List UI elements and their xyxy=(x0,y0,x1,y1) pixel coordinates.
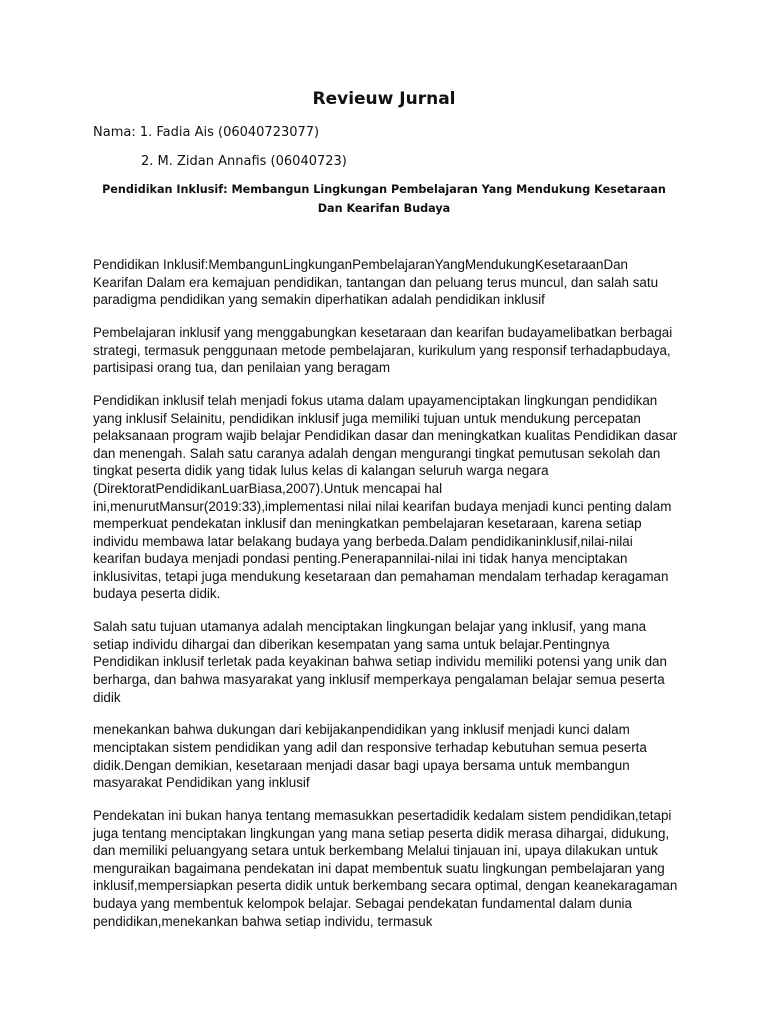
author-name-2: 2. M. Zidan Annafis (06040723) xyxy=(141,154,347,169)
paragraph-4: Salah satu tujuan utamanya adalah menciptakan lingkungan belajar yang inklusif, yang mana setiap individu dihargai dan diberikan kesempatan yang sama untuk belajar.Pentingnya Pendidikan inklusif terletak pada keyakinan bahwa setiap individu memiliki potensi yang unik dan berharga, dan bahwa masyarakat yang inklusif memperkaya pengalaman belajar semua peserta didik xyxy=(93,619,667,705)
paragraph-2: Pembelajaran inklusif yang menggabungkan kesetaraan dan kearifan budayamelibatkan berbagai strategi, termasuk penggunaan metode pembelajaran, kurikulum yang responsif terhadapbudaya, partisipasi orang tua, dan penilaian yang beragam xyxy=(93,324,673,376)
paragraph-5: menekankan bahwa dukungan dari kebijakanpendidikan yang inklusif menjadi kunci dalam menciptakan sistem pendidikan yang adil dan responsive terhadap kebutuhan semua peserta didik.Dengan demikian, kesetaraan menjadi dasar bagi upaya bersama untuk membangun masyarakat Pendidikan yang inklusif xyxy=(93,722,647,791)
document-title: Revieuw Jurnal xyxy=(312,89,456,109)
paragraph-3: Pendidikan inklusif telah menjadi fokus utama dalam upayamenciptakan lingkungan pendidikan yang inklusif Selainitu, pendidikan inklusif juga memiliki tujuan untuk mendukung percepatan pelaksanaan program wajib belajar Pendidikan dasar dan meningkatkan kualitas Pendidikan dasar dan menengah. Salah satu caranya adalah dengan mengurangi tingkat pemutusan sekolah dan tingkat peserta didik yang tidak lulus kelas di kalangan seluruh warga negara (DirektoratPendidikanLuarBiasa,2007).Untuk mencapai hal ini,menurutMansur(2019:33),implementasi nilai nilai kearifan budaya menjadi kunci penting dalam memperkuat pendekatan inklusif dan meningkatkan pembelajaran kesetaraan, karena setiap individu membawa latar belakang budaya yang berbeda.Dalam pendidikaninklusif,nilai-nilai kearifan budaya menjadi pondasi penting.Penerapannilai-nilai ini tidak hanya menciptakan inklusivitas, tetapi juga mendukung kesetaraan dan pemahaman mendalam terhadap keragaman budaya peserta didik. xyxy=(93,392,678,602)
journal-title: Pendidikan Inklusif: Membangun Lingkungan Pembelajaran Yang Mendukung Kesetaraan Dan Kearifan Budaya xyxy=(102,183,666,215)
author-name-1: Nama: 1. Fadia Ais (06040723077) xyxy=(93,125,320,140)
paragraph-6: Pendekatan ini bukan hanya tentang memasukkan pesertadidik kedalam sistem pendidikan,tetapi juga tentang menciptakan lingkungan yang mana setiap peserta didik merasa dihargai, didukung, dan memiliki peluangyang setara untuk berkembang Melalui tinjauan ini, upaya dilakukan untuk menguraikan bagaimana pendekatan ini dapat membentuk suatu lingkungan pembelajaran yang inklusif,mempersiapkan peserta didik untuk berkembang secara optimal, dengan keanekaragaman budaya yang membentuk kelompok belajar. Sebagai pendekatan fundamental dalam dunia pendidikan,menekankan bahwa setiap individu, termasuk xyxy=(93,807,678,929)
paragraph-1: Pendidikan Inklusif:MembangunLingkunganPembelajaranYangMendukungKesetaraanDan Kearifan Dalam era kemajuan pendidikan, tantangan dan peluang terus muncul, dan salah satu paradigma pendidikan yang semakin diperhatikan adalah pendidikan inklusif xyxy=(93,257,659,308)
body-text xyxy=(93,256,679,945)
